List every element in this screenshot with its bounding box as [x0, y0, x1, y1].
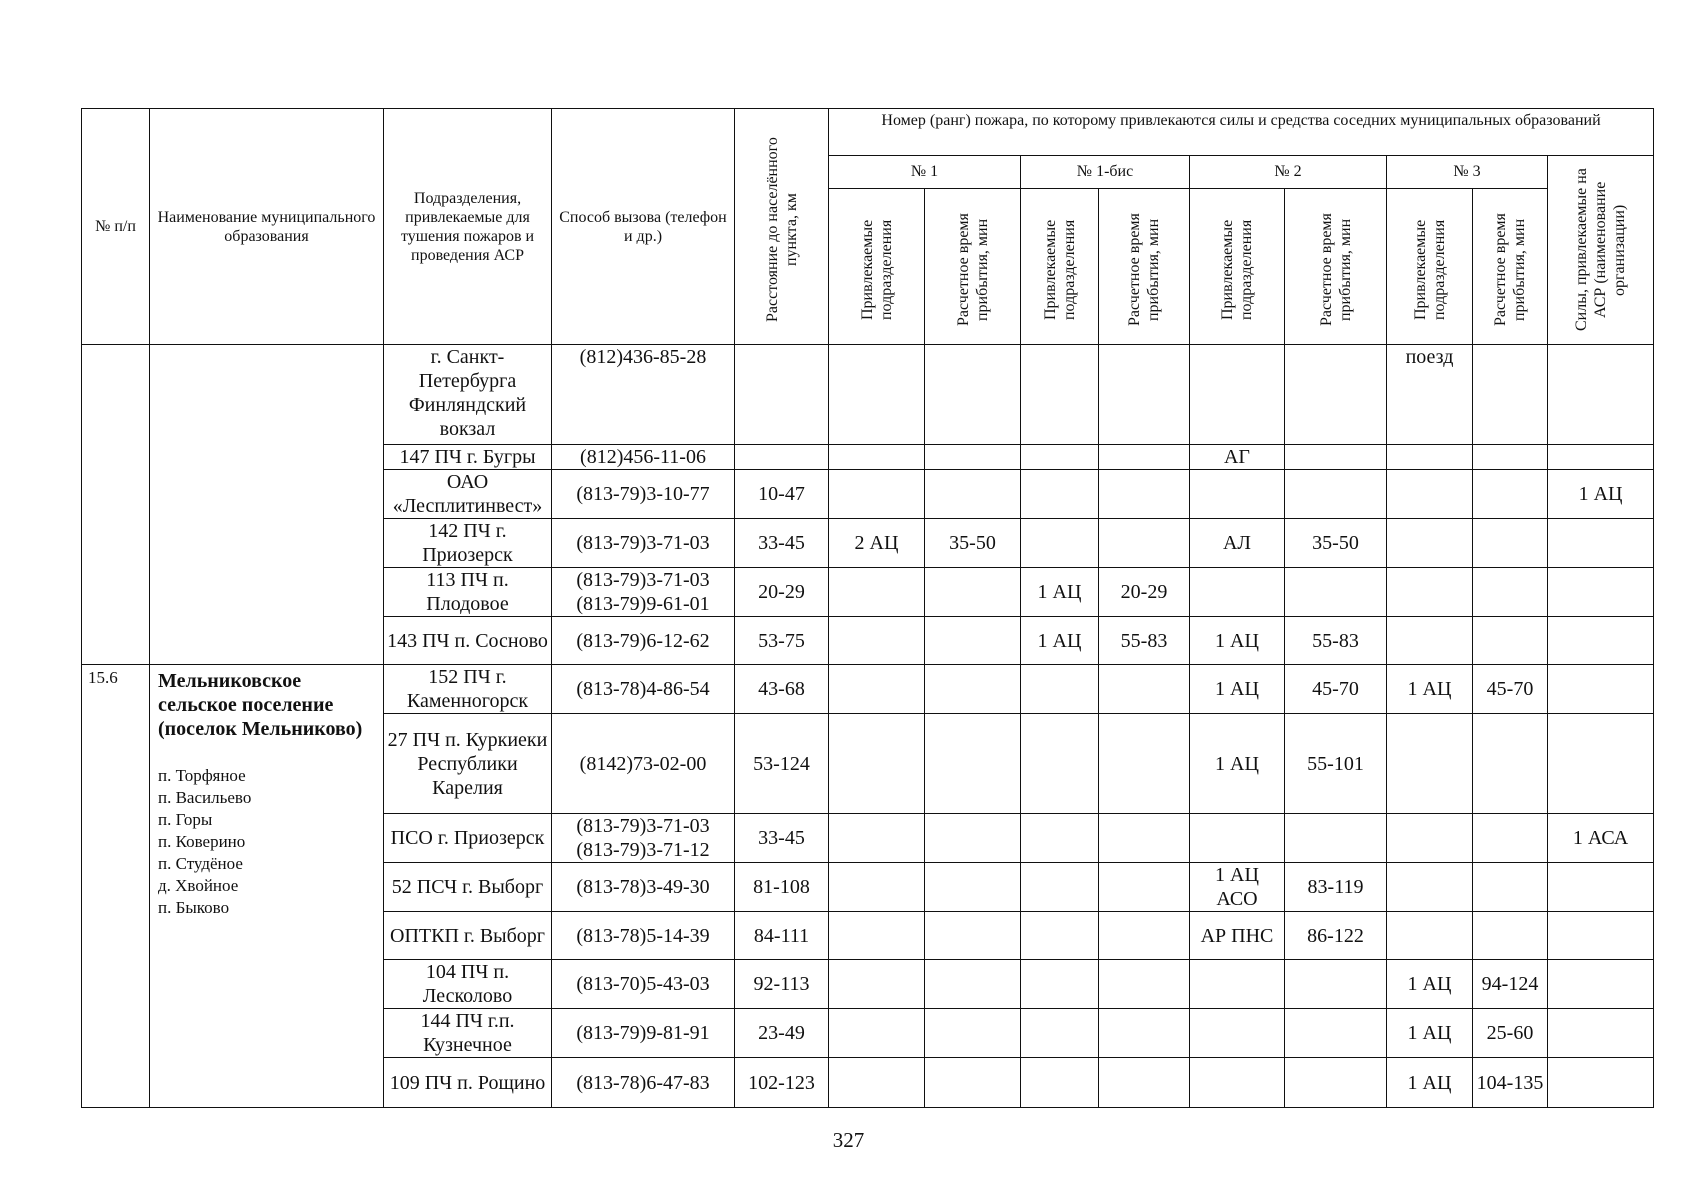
- distance-cell: 43-68: [735, 665, 829, 714]
- r1-time-cell: [925, 568, 1021, 617]
- header-rank-2: № 2: [1190, 156, 1387, 189]
- asr-cell: 1 АСА: [1548, 814, 1654, 863]
- r1-units-cell: [829, 1058, 925, 1108]
- r3-units-cell: [1387, 714, 1473, 814]
- municipality-cell-empty: [150, 345, 384, 665]
- r2-units-cell: 1 АЦ: [1190, 617, 1285, 665]
- call-method-cell: (813-79)3-71-03 (813-79)3-71-12: [552, 814, 735, 863]
- r1-time-cell: [925, 445, 1021, 470]
- department-cell: 27 ПЧ п. Куркиеки Республики Карелия: [384, 714, 552, 814]
- department-cell: 52 ПСЧ г. Выборг: [384, 863, 552, 912]
- distance-cell: 53-124: [735, 714, 829, 814]
- asr-cell: [1548, 960, 1654, 1009]
- header-arrival-text: Расчетное время прибытия, мин: [1492, 213, 1528, 327]
- r1b-time-cell: 20-29: [1099, 568, 1190, 617]
- r3-time-cell: [1473, 445, 1548, 470]
- call-method-cell: (813-79)6-12-62: [552, 617, 735, 665]
- r1-units-cell: [829, 960, 925, 1009]
- header-arrival-text: Расчетное время прибытия, мин: [954, 213, 991, 327]
- r2-units-cell: АР ПНС: [1190, 912, 1285, 960]
- header-r2-units: [1190, 188, 1285, 344]
- r1-time-cell: [925, 714, 1021, 814]
- department-cell: 152 ПЧ г. Каменногорск: [384, 665, 552, 714]
- call-method-cell: (8142)73-02-00: [552, 714, 735, 814]
- header-involved-text: Привлекаемые подразделения: [858, 219, 895, 321]
- r2-time-cell: [1285, 960, 1387, 1009]
- r2-units-cell: [1190, 960, 1285, 1009]
- r1b-units-cell: [1021, 665, 1099, 714]
- call-method-cell: (813-79)3-71-03 (813-79)9-61-01: [552, 568, 735, 617]
- header-departments: Подразделения, привлекаемые для тушения пожаров и проведения АСР: [384, 109, 552, 345]
- r1b-units-cell: [1021, 519, 1099, 568]
- r3-units-cell: [1387, 617, 1473, 665]
- r1b-units-cell: [1021, 863, 1099, 912]
- distance-cell: 33-45: [735, 814, 829, 863]
- department-cell: ОАО «Лесплитинвест»: [384, 470, 552, 519]
- r1-time-cell: [925, 912, 1021, 960]
- r2-time-cell: [1285, 568, 1387, 617]
- settlement-item: п. Торфяное: [158, 766, 246, 785]
- r1b-units-cell: [1021, 912, 1099, 960]
- r1-units-cell: [829, 470, 925, 519]
- r1-time-cell: [925, 1058, 1021, 1108]
- call-method-cell: (813-78)3-49-30: [552, 863, 735, 912]
- asr-cell: [1548, 345, 1654, 445]
- asr-cell: [1548, 445, 1654, 470]
- r3-units-cell: [1387, 568, 1473, 617]
- r3-time-cell: [1473, 345, 1548, 445]
- distance-cell: 53-75: [735, 617, 829, 665]
- r3-time-cell: [1473, 714, 1548, 814]
- header-r3-units: [1387, 188, 1473, 344]
- table-row: [82, 665, 1654, 714]
- distance-cell: [735, 445, 829, 470]
- header-distance: [735, 109, 829, 345]
- r2-units-cell: [1190, 1058, 1285, 1108]
- settlement-item: д. Хвойное: [158, 876, 239, 895]
- header-distance-text: Расстояние до населённого пункта, км: [763, 137, 800, 323]
- r2-time-cell: [1285, 445, 1387, 470]
- settlement-list: [158, 765, 375, 919]
- header-r1-units: [829, 188, 925, 344]
- asr-cell: [1548, 714, 1654, 814]
- r2-time-cell: [1285, 345, 1387, 445]
- table-row: [82, 345, 1654, 445]
- r1b-time-cell: 55-83: [1099, 617, 1190, 665]
- r3-time-cell: 94-124: [1473, 960, 1548, 1009]
- header-municipality: Наименование муниципального образования: [150, 109, 384, 345]
- r1b-units-cell: [1021, 960, 1099, 1009]
- asr-cell: [1548, 1009, 1654, 1058]
- distance-cell: 10-47: [735, 470, 829, 519]
- settlement-item: п. Васильево: [158, 788, 252, 807]
- asr-cell: [1548, 519, 1654, 568]
- department-cell: ОПТКП г. Выборг: [384, 912, 552, 960]
- r1b-units-cell: [1021, 1058, 1099, 1108]
- header-rank-3: № 3: [1387, 156, 1548, 189]
- r2-time-cell: [1285, 814, 1387, 863]
- header-rank-1-bis: № 1-бис: [1021, 156, 1190, 189]
- r1-units-cell: [829, 345, 925, 445]
- section-number: 15.6: [82, 665, 150, 1108]
- header-involved-text: Привлекаемые подразделения: [1411, 219, 1448, 321]
- r1-time-cell: 35-50: [925, 519, 1021, 568]
- r1-time-cell: [925, 863, 1021, 912]
- r1b-time-cell: [1099, 814, 1190, 863]
- r1b-time-cell: [1099, 470, 1190, 519]
- call-method-cell: (813-70)5-43-03: [552, 960, 735, 1009]
- r3-units-cell: [1387, 814, 1473, 863]
- r3-time-cell: [1473, 912, 1548, 960]
- r3-units-cell: поезд: [1387, 345, 1473, 445]
- r2-units-cell: [1190, 568, 1285, 617]
- header-involved-text: Привлекаемые подразделения: [1041, 219, 1078, 321]
- r2-time-cell: 86-122: [1285, 912, 1387, 960]
- r2-units-cell: [1190, 345, 1285, 445]
- header-r1b-time: [1099, 188, 1190, 344]
- r3-units-cell: [1387, 519, 1473, 568]
- r1-units-cell: [829, 1009, 925, 1058]
- department-cell: г. Санкт-Петербурга Финляндский вокзал: [384, 345, 552, 445]
- municipality-cell: [150, 665, 384, 1108]
- call-method-cell: (812)436-85-28: [552, 345, 735, 445]
- department-cell: ПСО г. Приозерск: [384, 814, 552, 863]
- r1b-units-cell: [1021, 345, 1099, 445]
- fire-forces-table: [81, 108, 1654, 1108]
- r1b-units-cell: [1021, 714, 1099, 814]
- distance-cell: 33-45: [735, 519, 829, 568]
- r3-time-cell: [1473, 617, 1548, 665]
- r3-units-cell: 1 АЦ: [1387, 665, 1473, 714]
- r1b-time-cell: [1099, 912, 1190, 960]
- r1-units-cell: [829, 814, 925, 863]
- header-r2-time: [1285, 188, 1387, 344]
- r1b-units-cell: [1021, 445, 1099, 470]
- r3-time-cell: 104-135: [1473, 1058, 1548, 1108]
- call-method-cell: (813-79)3-10-77: [552, 470, 735, 519]
- r2-units-cell: 1 АЦ: [1190, 665, 1285, 714]
- r1-units-cell: [829, 568, 925, 617]
- r1-units-cell: [829, 445, 925, 470]
- r3-units-cell: [1387, 912, 1473, 960]
- header-num: № п/п: [82, 109, 150, 345]
- distance-cell: 20-29: [735, 568, 829, 617]
- r2-time-cell: 55-83: [1285, 617, 1387, 665]
- r1-time-cell: [925, 470, 1021, 519]
- r1-time-cell: [925, 345, 1021, 445]
- header-r1b-units: [1021, 188, 1099, 344]
- r1-time-cell: [925, 960, 1021, 1009]
- r1b-time-cell: [1099, 714, 1190, 814]
- r1b-time-cell: [1099, 445, 1190, 470]
- r1b-time-cell: [1099, 345, 1190, 445]
- municipality-name: Мельниковское сельское поселение (поселок Мельниково): [158, 670, 363, 740]
- r2-units-cell: [1190, 814, 1285, 863]
- asr-cell: 1 АЦ: [1548, 470, 1654, 519]
- r3-units-cell: 1 АЦ: [1387, 1009, 1473, 1058]
- asr-cell: [1548, 568, 1654, 617]
- r1b-units-cell: [1021, 1009, 1099, 1058]
- settlement-item: п. Коверино: [158, 832, 246, 851]
- r2-units-cell: АЛ: [1190, 519, 1285, 568]
- r1-time-cell: [925, 617, 1021, 665]
- r2-time-cell: 55-101: [1285, 714, 1387, 814]
- header-r1-time: [925, 188, 1021, 344]
- header-arrival-text: Расчетное время прибытия, мин: [1126, 213, 1162, 327]
- r3-units-cell: 1 АЦ: [1387, 960, 1473, 1009]
- r3-time-cell: [1473, 470, 1548, 519]
- r1-units-cell: [829, 617, 925, 665]
- call-method-cell: (813-79)3-71-03: [552, 519, 735, 568]
- r1b-units-cell: 1 АЦ: [1021, 568, 1099, 617]
- distance-cell: 84-111: [735, 912, 829, 960]
- r1b-time-cell: [1099, 863, 1190, 912]
- r2-units-cell: АГ: [1190, 445, 1285, 470]
- r3-units-cell: [1387, 445, 1473, 470]
- department-cell: 109 ПЧ п. Рощино: [384, 1058, 552, 1108]
- r3-units-cell: [1387, 470, 1473, 519]
- call-method-cell: (813-79)9-81-91: [552, 1009, 735, 1058]
- header-involved-text: Привлекаемые подразделения: [1219, 219, 1255, 321]
- header-rank-1: № 1: [829, 156, 1021, 189]
- r2-time-cell: 35-50: [1285, 519, 1387, 568]
- header-r3-time: [1473, 188, 1548, 344]
- r3-units-cell: 1 АЦ: [1387, 1058, 1473, 1108]
- department-cell: 104 ПЧ п. Лесколово: [384, 960, 552, 1009]
- header-asr-text: Силы, привлекаемые на АСР (наименование организации): [1573, 168, 1629, 332]
- r1b-time-cell: [1099, 1009, 1190, 1058]
- department-cell: 147 ПЧ г. Бугры: [384, 445, 552, 470]
- call-method-cell: (813-78)5-14-39: [552, 912, 735, 960]
- r1b-units-cell: [1021, 814, 1099, 863]
- header-fire-rank: Номер (ранг) пожара, по которому привлекаются силы и средства соседних муниципальных образований: [829, 109, 1654, 156]
- r2-units-cell: 1 АЦ: [1190, 714, 1285, 814]
- page-number: 327: [832, 1128, 865, 1152]
- settlement-item: п. Студёное: [158, 854, 243, 873]
- settlement-item: п. Горы: [158, 810, 213, 829]
- r1-units-cell: [829, 714, 925, 814]
- department-cell: 113 ПЧ п. Плодовое: [384, 568, 552, 617]
- r1b-time-cell: [1099, 1058, 1190, 1108]
- r1b-units-cell: 1 АЦ: [1021, 617, 1099, 665]
- r3-time-cell: [1473, 814, 1548, 863]
- asr-cell: [1548, 665, 1654, 714]
- distance-cell: 92-113: [735, 960, 829, 1009]
- header-arrival-text: Расчетное время прибытия, мин: [1317, 213, 1354, 327]
- department-cell: 144 ПЧ г.п. Кузнечное: [384, 1009, 552, 1058]
- department-cell: 143 ПЧ п. Сосново: [384, 617, 552, 665]
- r1-units-cell: [829, 665, 925, 714]
- r2-units-cell: 1 АЦ АСО: [1190, 863, 1285, 912]
- distance-cell: [735, 345, 829, 445]
- r3-time-cell: [1473, 863, 1548, 912]
- r2-units-cell: [1190, 1009, 1285, 1058]
- r2-time-cell: 45-70: [1285, 665, 1387, 714]
- distance-cell: 81-108: [735, 863, 829, 912]
- asr-cell: [1548, 912, 1654, 960]
- r3-units-cell: [1387, 863, 1473, 912]
- asr-cell: [1548, 617, 1654, 665]
- r3-time-cell: 25-60: [1473, 1009, 1548, 1058]
- r2-units-cell: [1190, 470, 1285, 519]
- r1-units-cell: [829, 863, 925, 912]
- r1-units-cell: 2 АЦ: [829, 519, 925, 568]
- r3-time-cell: 45-70: [1473, 665, 1548, 714]
- r1b-time-cell: [1099, 960, 1190, 1009]
- r2-time-cell: [1285, 470, 1387, 519]
- call-method-cell: (813-78)6-47-83: [552, 1058, 735, 1108]
- call-method-cell: (812)456-11-06: [552, 445, 735, 470]
- call-method-cell: (813-78)4-86-54: [552, 665, 735, 714]
- r3-time-cell: [1473, 519, 1548, 568]
- r1b-time-cell: [1099, 665, 1190, 714]
- distance-cell: 23-49: [735, 1009, 829, 1058]
- header-asr: [1548, 156, 1654, 345]
- asr-cell: [1548, 863, 1654, 912]
- r1b-units-cell: [1021, 470, 1099, 519]
- r2-time-cell: 83-119: [1285, 863, 1387, 912]
- r3-time-cell: [1473, 568, 1548, 617]
- r1-time-cell: [925, 814, 1021, 863]
- department-cell: 142 ПЧ г. Приозерск: [384, 519, 552, 568]
- r2-time-cell: [1285, 1009, 1387, 1058]
- settlement-item: п. Быково: [158, 898, 230, 917]
- asr-cell: [1548, 1058, 1654, 1108]
- distance-cell: 102-123: [735, 1058, 829, 1108]
- header-call-method: Способ вызова (телефон и др.): [552, 109, 735, 345]
- r1-time-cell: [925, 665, 1021, 714]
- r1-time-cell: [925, 1009, 1021, 1058]
- r2-time-cell: [1285, 1058, 1387, 1108]
- r1b-time-cell: [1099, 519, 1190, 568]
- r1-units-cell: [829, 912, 925, 960]
- number-cell-empty: [82, 345, 150, 665]
